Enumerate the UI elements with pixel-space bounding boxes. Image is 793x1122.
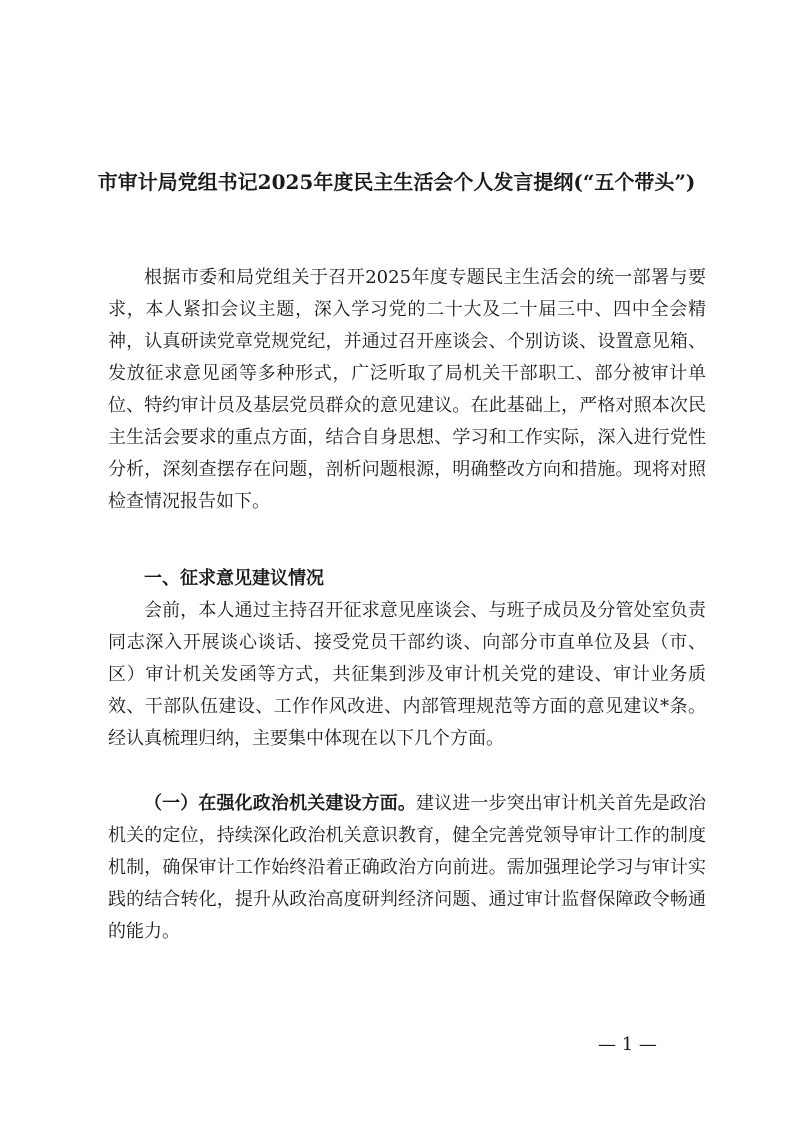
section-heading-1: 一、征求意见建议情况: [144, 568, 324, 589]
subsection1-paragraph: [108, 788, 706, 948]
section1-paragraph: 会前，本人通过主持召开征求意见座谈会、与班子成员及分管处室负责同志深入开展谈心谈话、接受党员干部约谈、向部分市直单位及县（市、区）审计机关发函等方式，共征集到涉及审计机关党的建设、审计业务质效、干部队伍建设、工作作风改进、内部管理规范等方面的意见建议*条。经认真梳理归纳，主要集中体现在以下几个方面。: [108, 600, 706, 749]
intro-paragraph: 根据市委和局党组关于召开2025年度专题民主生活会的统一部署与要求，本人紧扣会议主题，深入学习党的二十大及二十届三中、四中全会精神，认真研读党章党规党纪，并通过召开座谈会、个别访谈、设置意见箱、发放征求意见函等多种形式，广泛听取了局机关干部职工、部分被审计单位、特约审计员及基层党员群众的意见建议。在此基础上，严格对照本次民主生活会要求的重点方面，结合自身思想、学习和工作实际，深入进行党性分析，深刻查摆存在问题，剖析问题根源，明确整改方向和措施。现将对照检查情况报告如下。: [108, 267, 706, 512]
document-title: 市审计局党组书记2025年度民主生活会个人发言提纲(“五个带头”): [97, 170, 696, 194]
page-number: — 1 —: [598, 1034, 657, 1055]
subsection-heading-1: （一）在强化政治机关建设方面。: [144, 793, 416, 814]
subsection1-text: 建议进一步突出审计机关首先是政治机关的定位，持续深化政治机关意识教育，健全完善党领导审计工作的制度机制，确保审计工作始终沿着正确政治方向前进。需加强理论学习与审计实践的结合转化，提升从政治高度研判经济问题、通过审计监督保障政令畅通的能力。: [108, 793, 706, 942]
